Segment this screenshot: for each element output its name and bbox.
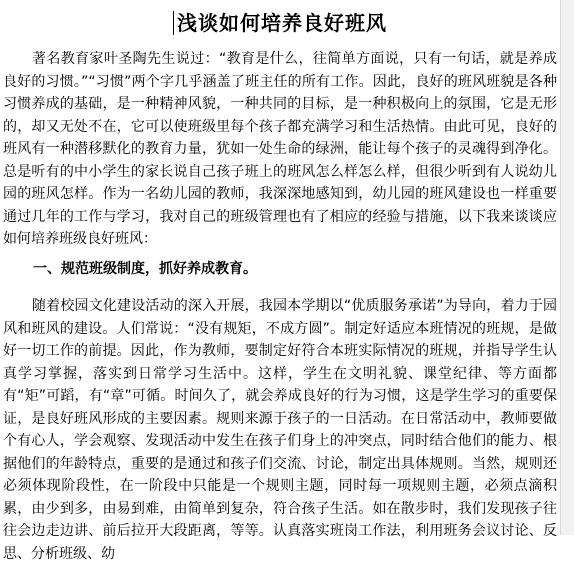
paragraph-intro[interactable]: 著名教育家叶圣陶先生说过：“教育是什么，往简单方面说，只有一句话，就是养成良好的习惯。”“习惯”两个字几乎涵盖了班主任的所有工作。因此，良好的班风班貌是各种习惯养成的基础，是一种精神风貌，一种共同的目标，是一种积极向上的氛围，它是无形的，却又无处不在，它可以使班级里每个孩子都充满学习和生活热情。由此可见，良好的班风有一种潜移默化的教育力量，犹如一处生命的绿洲，能让每个孩子的灵魂得到净化。总是听有的中小学生的家长说自己孩子班上的班风怎么样怎么样，但很少听到有人说幼儿园的班风怎样。作为一名幼儿园的教师，我深深地感知到，幼儿园的班风建设也一样重要通过几年的工作与学习，我对自己的班级管理也有了相应的经验与措施，以下我来谈谈应如何培养班级良好班风： [3, 51, 557, 247]
title-row [0, 8, 560, 38]
vertical-scrollbar[interactable] [560, 0, 574, 535]
text-cursor [173, 11, 174, 35]
document-title-text: 浅谈如何培养良好班风 [177, 11, 387, 35]
document-title[interactable] [173, 8, 387, 38]
section-heading-1[interactable]: 一、规范班级制度，抓好养成教育。 [33, 261, 257, 277]
paragraph-section-1[interactable]: 随着校园文化建设活动的深入开展，我园本学期以“优质服务承诺”为导向，着力于园风和班风的建设。人们常说：“没有规矩，不成方圆”。制定好适应本班情况的班规，是做好一切工作的前提。因此，作为教师，要制定好符合本班实际情况的班规，并指导学生认真学习掌握，落实到日常学习生活中。这样，学生在文明礼貌、课堂纪律、等方面都有“矩”可蹈，有“章”可循。时间久了，就会养成良好的行为习惯，这是学生学习的重要保证，是良好班风形成的主要因素。规则来源于孩子的一日活动。在日常活动中，教师要做个有心人，学会观察、发现活动中发生在孩子们身上的冲突点，同时结合他们的能力、根据他们的年龄特点，重要的是通过和孩子们交流、讨论，制定出具体规则。当然，规则还必须体现阶段性，在一阶段中只能是一个规则主题，同时每一项规则主题，必须点滴积累，由少到多，由易到难，由简单到复杂，符合孩子生活。如在散步时，我们发现孩子往往会边走边讲、前后拉开大段距离，等等。认真落实班岗工作法，利用班务会议讨论、反思、分析班级、幼 [3, 298, 557, 562]
